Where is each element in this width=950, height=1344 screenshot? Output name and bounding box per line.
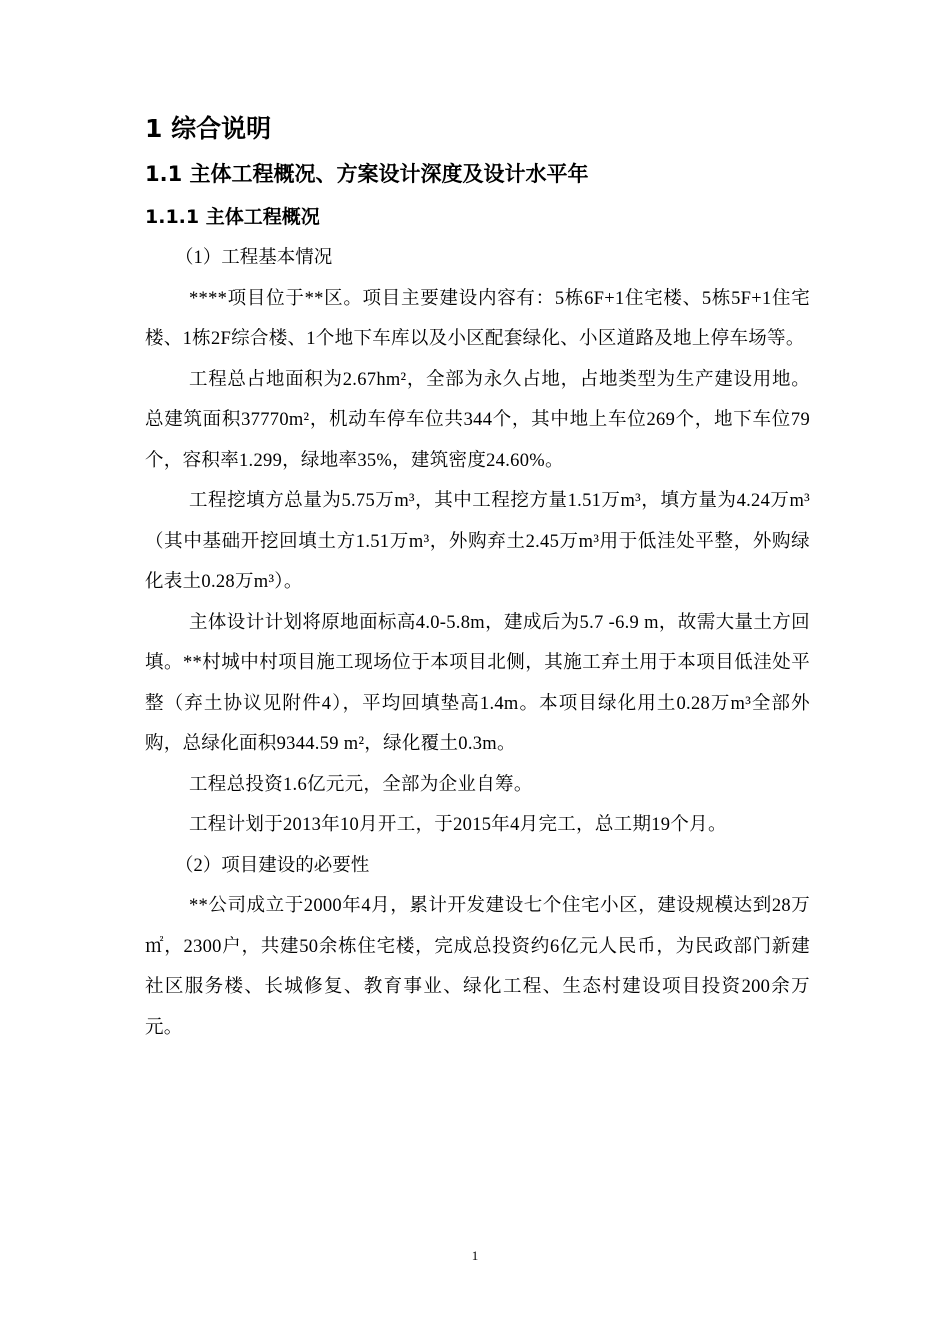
document-page bbox=[145, 108, 810, 1048]
paragraph-investment: 工程总投资1.6亿元元，全部为企业自筹。 bbox=[189, 774, 533, 795]
paragraph-land-area: 工程总占地面积为2.67hm²，全部为永久占地，占地类型为生产建设用地。总建筑面积37770m²，机动车停车位共344个，其中地上车位269个，地下车位79个，容积率1.299，绿地率35%，建筑密度24.60%。 bbox=[145, 369, 810, 471]
heading-2: 1.1 主体工程概况、方案设计深度及设计水平年 bbox=[145, 162, 589, 186]
heading-3: 1.1.1 主体工程概况 bbox=[145, 206, 320, 228]
page-number: 1 bbox=[471, 1248, 479, 1263]
section-title-necessity: （2）项目建设的必要性 bbox=[175, 855, 370, 876]
heading-1: 1 综合说明 bbox=[145, 114, 272, 143]
paragraph-elevation: 主体设计计划将原地面标高4.0-5.8m，建成后为5.7 -6.9 m，故需大量土方回填。**村城中村项目施工现场位于本项目北侧，其施工弃土用于本项目低洼处平整（弃土协议见附件4），平均回填垫高1.4m。本项目绿化用土0.28万m³全部外购，总绿化面积9344.59 m²，绿化覆土0.3m。 bbox=[145, 612, 810, 754]
section-title-basic-info: （1）工程基本情况 bbox=[175, 248, 333, 268]
paragraph-project-location: ****项目位于**区。项目主要建设内容有：5栋6F+1住宅楼、5栋5F+1住宅楼、1栋2F综合楼、1个地下车库以及小区配套绿化、小区道路及地上停车场等。 bbox=[145, 288, 810, 349]
paragraph-earthwork: 工程挖填方总量为5.75万m³，其中工程挖方量1.51万m³，填方量为4.24万m³（其中基础开挖回填土方1.51万m³，外购弃土2.45万m³用于低洼处平整，外购绿化表土0.28万m³）。 bbox=[145, 491, 810, 592]
paragraph-company: **公司成立于2000年4月，累计开发建设七个住宅小区，建设规模达到28万㎡，2300户，共建50余栋住宅楼，完成总投资约6亿元人民币，为民政部门新建社区服务楼、长城修复、教育事业、绿化工程、生态村建设项目投资200余万元。 bbox=[145, 896, 810, 1038]
paragraph-schedule: 工程计划于2013年10月开工，于2015年4月完工，总工期19个月。 bbox=[189, 815, 727, 835]
